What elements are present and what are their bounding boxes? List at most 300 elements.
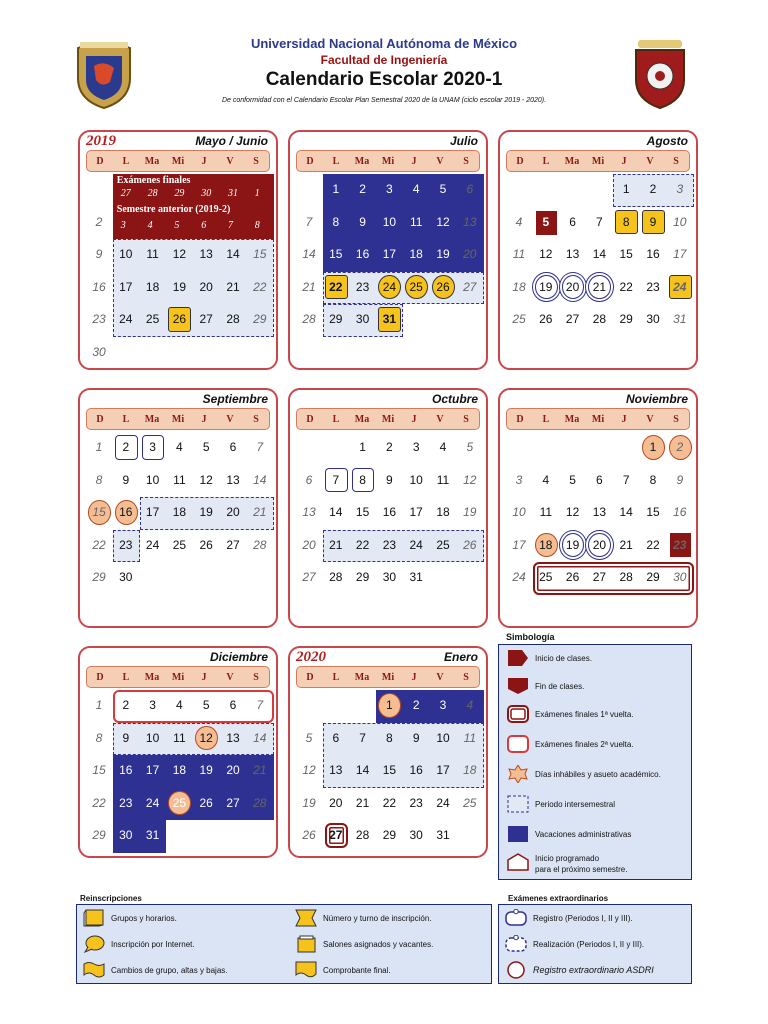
day-cell: 16: [119, 763, 133, 777]
exam-text: 27: [120, 188, 131, 199]
day-cell: 10: [119, 247, 133, 261]
weekday-header: [506, 150, 690, 172]
first-exam-period: [533, 562, 694, 595]
weekday-label: V: [436, 155, 444, 167]
day-cell: 4: [542, 472, 550, 487]
day-cell: 22: [253, 279, 267, 294]
day-cell: 30: [355, 312, 370, 326]
weekday-label: J: [411, 671, 417, 683]
day-cell: 19: [463, 505, 477, 519]
day-cell: 13: [329, 763, 343, 777]
weekday-label: S: [463, 413, 469, 425]
day-cell: 11: [409, 214, 423, 229]
exam-realization-icon: [505, 935, 527, 953]
day-cell: 21: [619, 537, 633, 552]
day-cell: 24: [436, 795, 450, 810]
day-cell: 6: [229, 440, 237, 454]
month-title: Enero: [443, 650, 478, 664]
day-cell: 13: [463, 214, 477, 229]
year-label: 2020: [296, 649, 326, 665]
weekday-header: [296, 408, 480, 430]
day-cell: 30: [119, 570, 133, 584]
weekday-label: Mi: [171, 671, 185, 683]
weekday-label: D: [306, 413, 314, 425]
weekday-label: L: [122, 413, 130, 425]
legend-item: Registro extraordinario ASDRI: [505, 961, 654, 979]
day-cell: 29: [92, 570, 106, 584]
day-cell: 11: [436, 472, 450, 487]
calendar-enero: [288, 646, 488, 858]
day-cell: 24: [673, 279, 687, 294]
day-cell: 25: [436, 537, 450, 552]
year-label: 2019: [86, 133, 116, 149]
reinscripciones-title: Reinscripciones: [80, 894, 142, 903]
weekday-label: Mi: [381, 155, 395, 167]
legend-item: Fin de clases.: [507, 677, 584, 695]
weekday-label: Mi: [171, 155, 185, 167]
day-cell: 30: [382, 570, 397, 584]
day-cell: 1: [95, 698, 103, 712]
day-cell: 3: [439, 698, 447, 712]
day-cell: 23: [119, 795, 133, 810]
weekday-label: J: [201, 413, 207, 425]
weekday-label: V: [646, 155, 654, 167]
day-cell: 15: [619, 247, 633, 261]
day-cell: 5: [466, 440, 474, 454]
day-cell: 22: [646, 537, 660, 552]
day-cell: 12: [565, 505, 580, 519]
weekday-label: S: [253, 671, 259, 683]
exam-text: 31: [228, 188, 238, 199]
day-cell: 28: [329, 570, 343, 584]
day-cell: 14: [226, 247, 240, 261]
day-cell: 14: [302, 247, 316, 261]
day-cell: 6: [229, 698, 237, 712]
day-cell: 30: [119, 828, 133, 842]
exam-text: 29: [174, 188, 185, 199]
legend-item: Comprobante final.: [295, 961, 391, 979]
calendar-septiembre: [78, 388, 278, 628]
day-cell: 31: [436, 828, 450, 842]
weekday-label: D: [96, 155, 104, 167]
day-cell: 19: [565, 537, 580, 552]
day-cell: 17: [145, 505, 160, 519]
day-cell: 14: [329, 505, 343, 519]
weekday-header: [86, 408, 270, 430]
holiday-star-icon: [507, 765, 529, 783]
page-title: Calendario Escolar 2020-1: [265, 69, 503, 90]
weekday-label: V: [436, 413, 444, 425]
day-cell: 14: [253, 730, 267, 745]
day-cell: 3: [386, 182, 393, 196]
month-title: Diciembre: [209, 650, 268, 664]
day-cell: 4: [466, 698, 474, 712]
day-cell: 2: [676, 440, 684, 454]
day-cell: 23: [646, 279, 660, 294]
day-cell: 6: [305, 472, 313, 487]
legend-item: Inicio de clases.: [507, 649, 592, 667]
day-cell: 4: [176, 698, 183, 712]
day-cell: 27: [592, 570, 607, 584]
day-cell: 21: [253, 763, 267, 777]
day-cell: 6: [596, 472, 603, 487]
legend-item: Número y turno de inscripción.: [295, 909, 432, 927]
day-grid: [296, 690, 480, 886]
day-cell: 17: [145, 763, 160, 777]
class-end-icon: [507, 677, 529, 695]
day-cell: 15: [329, 247, 343, 261]
day-cell: 14: [619, 505, 633, 519]
exam-text: 30: [201, 188, 212, 199]
day-cell: 28: [253, 537, 267, 552]
day-cell: 24: [382, 279, 397, 294]
day-cell: 2: [386, 440, 393, 454]
weekday-label: D: [96, 413, 104, 425]
day-cell: 4: [176, 440, 183, 454]
day-cell: 29: [619, 312, 633, 326]
weekday-label: D: [96, 671, 104, 683]
day-cell: 7: [256, 698, 264, 712]
day-grid: [296, 174, 480, 370]
day-cell: 8: [95, 472, 103, 487]
day-cell: 2: [122, 698, 130, 712]
day-cell: 10: [145, 472, 160, 487]
day-cell: 31: [409, 570, 423, 584]
day-grid: [296, 432, 480, 628]
day-cell: 18: [463, 763, 477, 777]
calendar-diciembre: [78, 646, 278, 858]
legend-item: Periodo intersemestral: [507, 795, 615, 813]
day-cell: 19: [172, 279, 187, 294]
weekday-label: D: [516, 155, 524, 167]
day-cell: 28: [592, 312, 607, 326]
next-semester-marker: [325, 823, 348, 848]
day-cell: 3: [149, 440, 156, 454]
weekday-label: Mi: [381, 671, 395, 683]
receipt-icon: [295, 961, 317, 979]
month-title: Octubre: [431, 392, 478, 406]
day-cell: 25: [172, 537, 187, 552]
exam-text: 4: [147, 220, 153, 231]
day-cell: 7: [332, 472, 340, 487]
day-cell: 12: [302, 763, 316, 777]
day-cell: 18: [436, 505, 450, 519]
day-cell: 6: [332, 730, 340, 745]
day-cell: 22: [92, 795, 106, 810]
day-cell: 22: [619, 279, 633, 294]
weekday-label: S: [463, 155, 469, 167]
day-cell: 21: [592, 279, 607, 294]
day-cell: 27: [565, 312, 580, 326]
weekday-label: L: [542, 155, 550, 167]
day-cell: 25: [512, 312, 526, 326]
weekday-label: S: [463, 671, 469, 683]
day-cell: 31: [145, 828, 160, 842]
weekday-label: Mi: [381, 413, 395, 425]
day-grid: [86, 174, 270, 370]
day-cell: 21: [226, 279, 240, 294]
day-cell: 16: [646, 247, 660, 261]
exam-text: 8: [254, 220, 260, 231]
day-cell: 24: [145, 537, 160, 552]
day-cell: 23: [92, 312, 106, 326]
weekday-label: V: [226, 413, 234, 425]
day-cell: 20: [302, 537, 316, 552]
day-grid: [86, 432, 270, 628]
day-grid: [506, 432, 690, 628]
day-cell: 30: [673, 570, 687, 584]
day-cell: 11: [173, 730, 186, 745]
day-cell: 29: [92, 828, 106, 842]
day-cell: 10: [673, 214, 687, 229]
day-cell: 10: [436, 730, 450, 745]
exam-text: 28: [147, 188, 158, 199]
calendar-julio: [288, 130, 488, 370]
weekday-label: D: [516, 413, 524, 425]
day-cell: 24: [409, 537, 423, 552]
day-cell: 21: [355, 795, 370, 810]
day-cell: 28: [619, 570, 633, 584]
legend-title: Simbología: [506, 632, 555, 642]
day-cell: 19: [436, 247, 450, 261]
day-cell: 8: [95, 730, 103, 745]
unam-shield-icon: [72, 38, 136, 110]
day-cell: 27: [226, 795, 240, 810]
day-cell: 16: [355, 247, 370, 261]
calendar-octubre: [288, 388, 488, 628]
day-cell: 5: [202, 698, 210, 712]
day-cell: 5: [202, 440, 210, 454]
legend-item: Inicio programado para el próximo semestre.: [507, 853, 627, 875]
day-cell: 5: [569, 472, 576, 487]
day-cell: 12: [463, 472, 477, 487]
day-cell: 24: [119, 312, 133, 326]
weekday-label: L: [332, 413, 340, 425]
weekday-label: Ma: [354, 413, 370, 425]
legend-item: Inscripción por Internet.: [83, 935, 195, 953]
reinscripciones-panel: [76, 904, 492, 984]
day-cell: 9: [386, 472, 393, 487]
day-cell: 9: [95, 247, 103, 261]
day-cell: 21: [329, 537, 343, 552]
day-cell: 19: [199, 505, 213, 519]
day-cell: 10: [382, 214, 397, 229]
day-cell: 15: [92, 505, 106, 519]
day-cell: 9: [122, 472, 130, 487]
weekday-header: [506, 408, 690, 430]
day-cell: 7: [622, 472, 630, 487]
day-cell: 28: [355, 828, 370, 842]
weekday-header: [296, 666, 480, 688]
day-cell: 17: [673, 247, 687, 261]
internet-icon: [83, 935, 105, 953]
weekday-label: V: [646, 413, 654, 425]
day-cell: 1: [386, 698, 393, 712]
day-cell: 15: [253, 247, 267, 261]
weekday-label: Ma: [144, 155, 160, 167]
weekday-label: J: [411, 155, 417, 167]
day-cell: 14: [355, 763, 370, 777]
weekday-label: V: [436, 671, 444, 683]
day-cell: 2: [359, 182, 366, 196]
day-cell: 18: [409, 247, 423, 261]
day-cell: 6: [569, 214, 576, 229]
day-cell: 22: [382, 795, 397, 810]
weekday-label: Ma: [144, 413, 160, 425]
day-cell: 12: [199, 730, 213, 745]
day-cell: 1: [359, 440, 366, 454]
day-cell: 17: [119, 279, 133, 294]
weekday-label: J: [621, 413, 627, 425]
day-cell: 29: [329, 312, 343, 326]
day-cell: 1: [649, 440, 657, 454]
next-semester-icon: [507, 853, 529, 871]
day-cell: 9: [359, 214, 366, 229]
day-cell: 7: [305, 214, 313, 229]
day-cell: 11: [463, 730, 477, 745]
day-cell: 28: [302, 312, 316, 326]
day-cell: 28: [253, 795, 267, 810]
day-cell: 26: [539, 312, 553, 326]
day-cell: 26: [199, 537, 213, 552]
day-cell: 27: [329, 828, 343, 842]
weekday-label: Ma: [354, 671, 370, 683]
day-cell: 28: [226, 312, 240, 326]
day-cell: 3: [412, 440, 420, 454]
day-cell: 27: [302, 570, 316, 584]
day-cell: 21: [302, 279, 316, 294]
day-cell: 26: [199, 795, 213, 810]
day-cell: 3: [676, 182, 684, 196]
weekday-label: Ma: [564, 413, 580, 425]
day-cell: 22: [355, 537, 370, 552]
legend-item: Cambios de grupo, altas y bajas.: [83, 961, 228, 979]
day-cell: 23: [409, 795, 423, 810]
day-cell: 24: [145, 795, 160, 810]
day-cell: 9: [412, 730, 420, 745]
day-cell: 7: [596, 214, 603, 229]
day-cell: 3: [515, 472, 523, 487]
day-cell: 27: [463, 279, 477, 294]
university-name: Universidad Nacional Autónoma de México: [250, 36, 518, 51]
exam-text: 1: [254, 188, 260, 199]
calendar-agosto: [498, 130, 698, 370]
day-cell: 18: [172, 505, 187, 519]
month-title: Julio: [449, 134, 478, 148]
day-cell: 13: [226, 730, 240, 745]
day-cell: 22: [92, 537, 106, 552]
day-cell: 10: [409, 472, 423, 487]
legend-item: Exámenes finales 1ª vuelta.: [507, 705, 634, 723]
second-exam-period: [113, 690, 274, 723]
weekday-label: V: [226, 671, 234, 683]
weekday-label: S: [673, 413, 679, 425]
day-cell: 11: [146, 247, 159, 261]
day-cell: 4: [515, 214, 523, 229]
day-cell: 8: [649, 472, 657, 487]
month-title: Septiembre: [202, 392, 268, 406]
weekday-header: [86, 666, 270, 688]
day-cell: 15: [382, 763, 397, 777]
day-cell: 17: [409, 505, 423, 519]
weekday-label: S: [673, 155, 679, 167]
exam-text: 7: [228, 220, 233, 231]
day-cell: 13: [592, 505, 607, 519]
weekday-label: D: [306, 671, 314, 683]
second-exam-icon: [507, 735, 529, 753]
day-cell: 15: [355, 505, 370, 519]
day-cell: 31: [382, 312, 397, 326]
rooms-icon: [295, 935, 317, 953]
day-cell: 2: [122, 440, 130, 454]
day-cell: 30: [409, 828, 423, 842]
weekday-label: V: [226, 155, 234, 167]
day-cell: 10: [145, 730, 160, 745]
day-cell: 25: [145, 312, 160, 326]
day-cell: 8: [622, 214, 630, 229]
day-cell: 7: [359, 730, 366, 745]
day-cell: 16: [92, 279, 106, 294]
day-cell: 23: [382, 537, 397, 552]
day-cell: 26: [436, 279, 450, 294]
day-cell: 24: [512, 570, 526, 584]
month-title: Noviembre: [625, 392, 688, 406]
day-cell: 29: [355, 570, 370, 584]
day-cell: 4: [412, 182, 420, 196]
groups-icon: [83, 909, 105, 927]
legend-panel: [498, 644, 692, 880]
weekday-label: L: [332, 155, 340, 167]
first-exam-icon: [507, 705, 529, 723]
registration-icon: [505, 909, 527, 927]
day-cell: 1: [332, 182, 340, 196]
day-cell: 25: [463, 795, 477, 810]
weekday-label: Mi: [171, 413, 185, 425]
weekday-header: [86, 150, 270, 172]
day-cell: 7: [256, 440, 264, 454]
day-cell: 25: [539, 570, 553, 584]
weekday-label: Mi: [591, 155, 605, 167]
turn-icon: [295, 909, 317, 927]
day-cell: 20: [226, 505, 240, 519]
day-grid: [506, 174, 690, 370]
day-cell: 11: [173, 472, 186, 487]
day-cell: 20: [199, 279, 213, 294]
day-cell: 2: [412, 698, 420, 712]
day-cell: 26: [565, 570, 580, 584]
day-cell: 22: [329, 279, 343, 294]
day-cell: 16: [409, 763, 423, 777]
day-cell: 8: [386, 730, 393, 745]
day-cell: 20: [592, 537, 607, 552]
day-cell: 13: [199, 247, 213, 261]
day-cell: 19: [539, 279, 553, 294]
day-cell: 11: [512, 247, 526, 261]
day-cell: 29: [382, 828, 397, 842]
weekday-label: Mi: [591, 413, 605, 425]
legend-item: Exámenes finales 2ª vuelta.: [507, 735, 634, 753]
day-cell: 1: [95, 440, 103, 454]
legend-item: Días inhábiles y asueto académico.: [507, 765, 661, 783]
weekday-label: Ma: [564, 155, 580, 167]
day-cell: 19: [199, 763, 213, 777]
day-cell: 20: [226, 763, 240, 777]
day-cell: 13: [565, 247, 580, 261]
day-cell: 29: [646, 570, 660, 584]
weekday-label: L: [122, 155, 130, 167]
calendar-noviembre: [498, 388, 698, 628]
day-cell: 31: [673, 312, 687, 326]
